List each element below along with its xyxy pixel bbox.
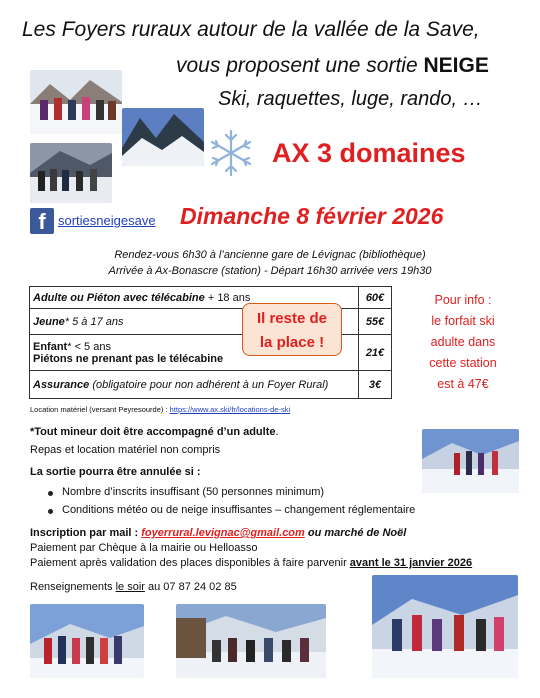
renseignements-line bbox=[30, 581, 237, 593]
info-line1: Pour info : bbox=[434, 293, 492, 307]
event-date: Dimanche 8 février 2026 bbox=[180, 203, 444, 229]
pricing-label: Enfant bbox=[33, 340, 68, 353]
pricing-label: Assurance bbox=[33, 378, 90, 391]
renseignements-phone: au 07 87 24 02 85 bbox=[144, 581, 237, 593]
photo-group-ski-2 bbox=[176, 604, 326, 678]
header-line2 bbox=[176, 54, 489, 78]
cancel-bullet-1: Nombre d’inscrits insuffisant (50 personnes minimum) bbox=[62, 486, 325, 498]
validation-prefix: Paiement après validation des places disponibles à faire parvenir bbox=[30, 557, 350, 569]
header-line1: Les Foyers ruraux autour de la vallée de la Save, bbox=[22, 18, 480, 41]
location-prefix: Location matériel (versant Peyresourde) : bbox=[30, 405, 170, 414]
pricing-price: 3€ bbox=[359, 371, 392, 399]
info-line3: adulte dans bbox=[430, 335, 496, 349]
pricing-price: 21€ bbox=[359, 335, 392, 371]
photo-snowshoe-hikers bbox=[422, 429, 519, 493]
inscription-line bbox=[30, 527, 406, 539]
pricing-label-detail: + 18 ans bbox=[204, 291, 251, 304]
minor-note-text: *Tout mineur doit être accompagné d’un adulte bbox=[30, 426, 276, 438]
header-line2-bold: NEIGE bbox=[423, 54, 489, 77]
snowflake-icon bbox=[206, 128, 256, 178]
pricing-row-assurance bbox=[30, 371, 392, 399]
inscription-label: Inscription par mail : bbox=[30, 527, 142, 539]
availability-badge bbox=[242, 303, 342, 356]
renseignements-prefix: Renseignements bbox=[30, 581, 116, 593]
renseignements-evening: le soir bbox=[115, 581, 145, 593]
location-line bbox=[30, 405, 290, 414]
photo-group-ski-1 bbox=[30, 604, 144, 678]
validation-deadline: avant le 31 janvier 2026 bbox=[349, 557, 473, 569]
payment-line: Paiement par Chèque à la mairie ou Helloasso bbox=[30, 542, 258, 554]
pricing-label: Adulte ou Piéton avec télécabine bbox=[33, 291, 205, 304]
minor-note bbox=[30, 426, 279, 438]
pricing-price: 55€ bbox=[359, 309, 392, 335]
pricing-label-detail: * 5 à 17 ans bbox=[64, 315, 124, 328]
inscription-email-link[interactable]: foyerrural.levignac@gmail.com bbox=[141, 527, 305, 539]
info-line5: est à 47€ bbox=[437, 377, 489, 391]
header-line3: Ski, raquettes, luge, rando, … bbox=[218, 88, 483, 110]
photo-group-snow-2 bbox=[30, 143, 112, 203]
pricing-label-detail: (obligatoire pour non adhérent à un Foyer Rural) bbox=[89, 378, 329, 391]
cancel-bullet-2: Conditions météo ou de neige insuffisantes – changement réglementaire bbox=[62, 504, 416, 516]
minor-note-end: . bbox=[275, 426, 279, 438]
photo-group-snow-1 bbox=[30, 70, 122, 134]
inscription-suffix: ou marché de Noël bbox=[304, 527, 407, 539]
pricing-price: 60€ bbox=[359, 287, 392, 309]
validation-line bbox=[30, 557, 472, 569]
rdv-line2: Arrivée à Ax-Bonascre (station) - Départ 16h30 arrivée vers 19h30 bbox=[108, 265, 432, 277]
cancel-title: La sortie pourra être annulée si : bbox=[30, 466, 201, 478]
photo-mountain-valley bbox=[122, 108, 204, 166]
facebook-link[interactable]: sortiesneigesave bbox=[58, 213, 156, 228]
badge-line2: la place ! bbox=[259, 334, 325, 351]
pricing-label-detail: * < 5 ans bbox=[67, 340, 111, 353]
badge-line1: Il reste de bbox=[256, 310, 328, 327]
event-title: AX 3 domaines bbox=[272, 138, 466, 168]
pricing-label: Jeune bbox=[33, 315, 65, 328]
location-link[interactable]: https://www.ax.ski/fr/locations-de-ski bbox=[169, 405, 291, 414]
info-line2: le forfait ski bbox=[431, 314, 495, 328]
header-line2-prefix: vous proposent une sortie bbox=[176, 54, 424, 77]
rdv-line1: Rendez-vous 6h30 à l’ancienne gare de Lévignac (bibliothèque) bbox=[114, 249, 426, 261]
meals-note: Repas et location matériel non compris bbox=[30, 444, 221, 456]
info-line4: cette station bbox=[429, 356, 497, 370]
photo-group-ski-3 bbox=[372, 575, 518, 678]
facebook-icon[interactable]: f bbox=[30, 208, 54, 234]
pricing-label-line2: Piétons ne prenant pas le télécabine bbox=[33, 352, 224, 365]
info-forfait bbox=[404, 290, 522, 395]
